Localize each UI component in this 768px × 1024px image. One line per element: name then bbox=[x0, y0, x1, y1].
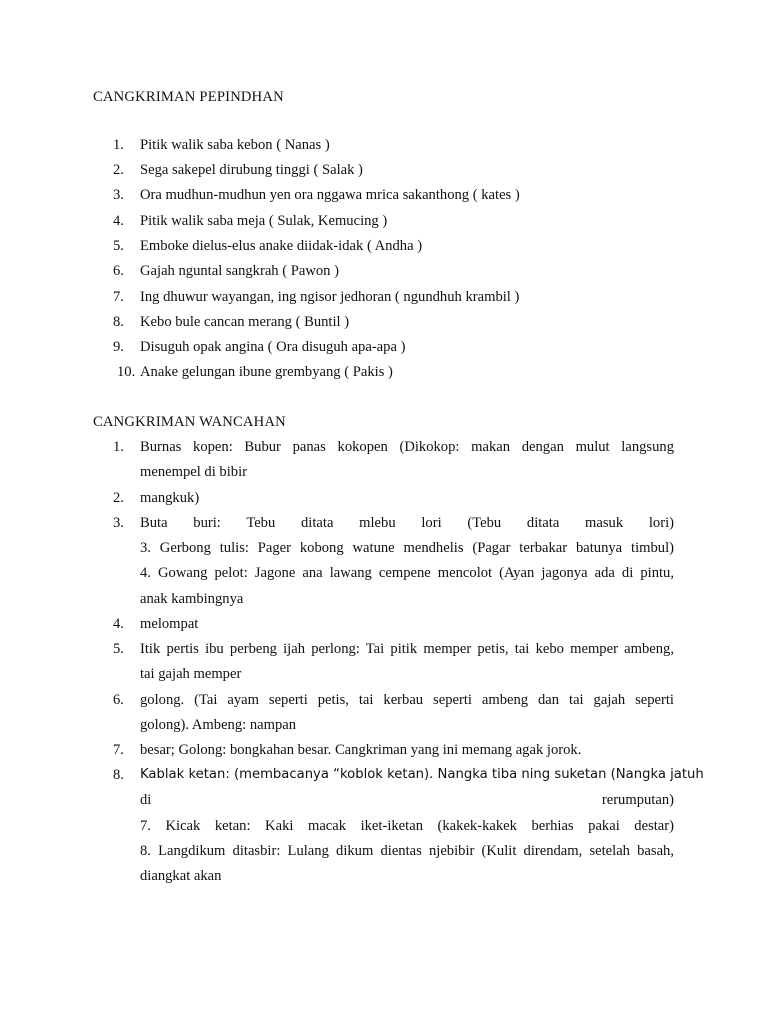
list-text: golong. (Tai ayam seperti petis, tai kerbau seperti ambeng dan tai gajah seperti bbox=[140, 692, 674, 708]
list-text: 4. Gowang pelot: Jagone ana lawang cempene mencolot (Ayan jagonya ada di pintu, bbox=[140, 565, 674, 581]
list-text: melompat bbox=[140, 616, 199, 632]
list-number: 6. bbox=[113, 692, 124, 708]
list-number: 4. bbox=[113, 616, 124, 632]
list-text: besar; Golong: bongkahan besar. Cangkriman yang ini memang agak jorok. bbox=[140, 742, 582, 758]
list-text: Pitik walik saba meja ( Sulak, Kemucing ) bbox=[140, 213, 388, 229]
list-text: 7. Kicak ketan: Kaki macak iket-iketan (kakek-kakek berhias pakai destar) bbox=[140, 818, 674, 834]
list-number: 5. bbox=[113, 238, 124, 254]
list-number: 2. bbox=[113, 162, 124, 178]
list-number: 10. bbox=[117, 364, 136, 380]
list-number: 1. bbox=[113, 137, 124, 153]
list-text: Gajah nguntal sangkrah ( Pawon ) bbox=[140, 263, 339, 279]
list-text: di rerumputan) bbox=[140, 792, 674, 808]
list-number: 8. bbox=[113, 767, 124, 783]
list-text: diangkat akan bbox=[140, 868, 222, 884]
list-text: mangkuk) bbox=[140, 490, 200, 506]
list-text: Anake gelungan ibune grembyang ( Pakis ) bbox=[140, 364, 393, 380]
list-text: Ora mudhun-mudhun yen ora nggawa mrica sakanthong ( kates ) bbox=[140, 187, 520, 203]
section-heading-wancahan: CANGKRIMAN WANCAHAN bbox=[93, 414, 286, 430]
list-number: 2. bbox=[113, 490, 124, 506]
list-text: Ing dhuwur wayangan, ing ngisor jedhoran ( ngundhuh krambil ) bbox=[140, 289, 520, 305]
list-number: 4. bbox=[113, 213, 124, 229]
list-number: 3. bbox=[113, 515, 124, 531]
list-number: 7. bbox=[113, 742, 124, 758]
list-text: 3. Gerbong tulis: Pager kobong watune mendhelis (Pagar terbakar batunya timbul) bbox=[140, 540, 674, 556]
list-text: Burnas kopen: Bubur panas kokopen (Dikokop: makan dengan mulut langsung bbox=[140, 439, 674, 455]
list-text: Kablak ketan: (membacanya “koblok ketan). Nangka tiba ning suketan (Nangka jatuh bbox=[140, 767, 704, 782]
list-text: tai gajah memper bbox=[140, 666, 242, 682]
list-number: 5. bbox=[113, 641, 124, 657]
list-number: 8. bbox=[113, 314, 124, 330]
list-number: 6. bbox=[113, 263, 124, 279]
list-text: anak kambingnya bbox=[140, 591, 244, 607]
list-number: 1. bbox=[113, 439, 124, 455]
list-text: Kebo bule cancan merang ( Buntil ) bbox=[140, 314, 350, 330]
list-text: Pitik walik saba kebon ( Nanas ) bbox=[140, 137, 330, 153]
section-heading-pepindhan: CANGKRIMAN PEPINDHAN bbox=[93, 89, 284, 105]
list-number: 3. bbox=[113, 187, 124, 203]
list-text: Buta buri: Tebu ditata mlebu lori (Tebu ditata masuk lori) bbox=[140, 515, 674, 531]
list-number: 9. bbox=[113, 339, 124, 355]
list-text: 8. Langdikum ditasbir: Lulang dikum dientas njebibir (Kulit direndam, setelah basah, bbox=[140, 843, 674, 859]
list-text: Sega sakepel dirubung tinggi ( Salak ) bbox=[140, 162, 363, 178]
list-text: Itik pertis ibu perbeng ijah perlong: Tai pitik memper petis, tai kebo memper ambeng, bbox=[140, 641, 674, 657]
list-text: Disuguh opak angina ( Ora disuguh apa-apa ) bbox=[140, 339, 406, 355]
list-text: Emboke dielus-elus anake diidak-idak ( Andha ) bbox=[140, 238, 423, 254]
list-number: 7. bbox=[113, 289, 124, 305]
list-text: golong). Ambeng: nampan bbox=[140, 717, 297, 733]
list-text: menempel di bibir bbox=[140, 464, 247, 480]
